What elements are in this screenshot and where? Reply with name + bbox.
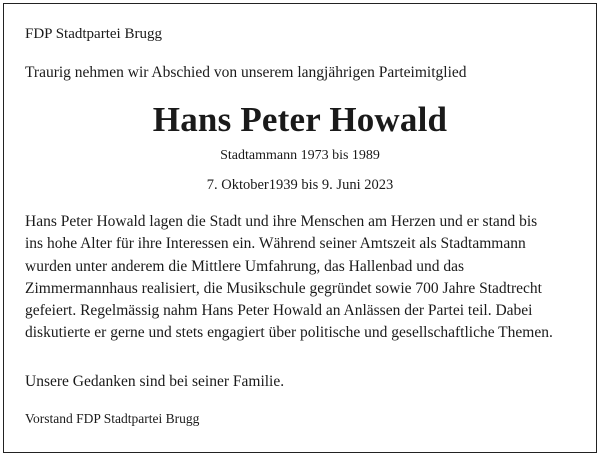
life-dates: 7. Oktober1939 bis 9. Juni 2023 [206, 177, 394, 193]
deceased-name: Hans Peter Howald [152, 100, 448, 139]
tribute-line: gefeiert. Regelmässig nahm Hans Peter Howald an Anlässen der Partei teil. Dabei [25, 302, 533, 320]
tribute-line: wurden unter anderem die Mittlere Umfahrung, das Hallenbad und das [25, 257, 465, 275]
tribute-paragraph [25, 211, 585, 345]
role-line: Stadtammann 1973 bis 1989 [220, 148, 380, 163]
intro-line: Traurig nehmen wir Abschied von unserem langjährigen Parteimitglied [25, 64, 467, 81]
signoff-line: Vorstand FDP Stadtpartei Brugg [25, 411, 200, 426]
tribute-line: Hans Peter Howald lagen die Stadt und ihre Menschen am Herzen und er stand bis [25, 213, 538, 230]
tribute-line: diskutierte er gerne und stets engagiert über politische und gesellschaftliche Themen. [25, 324, 553, 342]
family-line: Unsere Gedanken sind bei seiner Familie. [25, 373, 285, 390]
tribute-line: ins hohe Alter für ihre Interessen ein. Während seiner Amtszeit als Stadtammann [25, 235, 526, 253]
sender-line: FDP Stadtpartei Brugg [25, 26, 162, 42]
tribute-line: Zimmermannhaus realisiert, die Musikschule gegründet sowie 700 Jahre Stadtrecht [25, 279, 542, 297]
